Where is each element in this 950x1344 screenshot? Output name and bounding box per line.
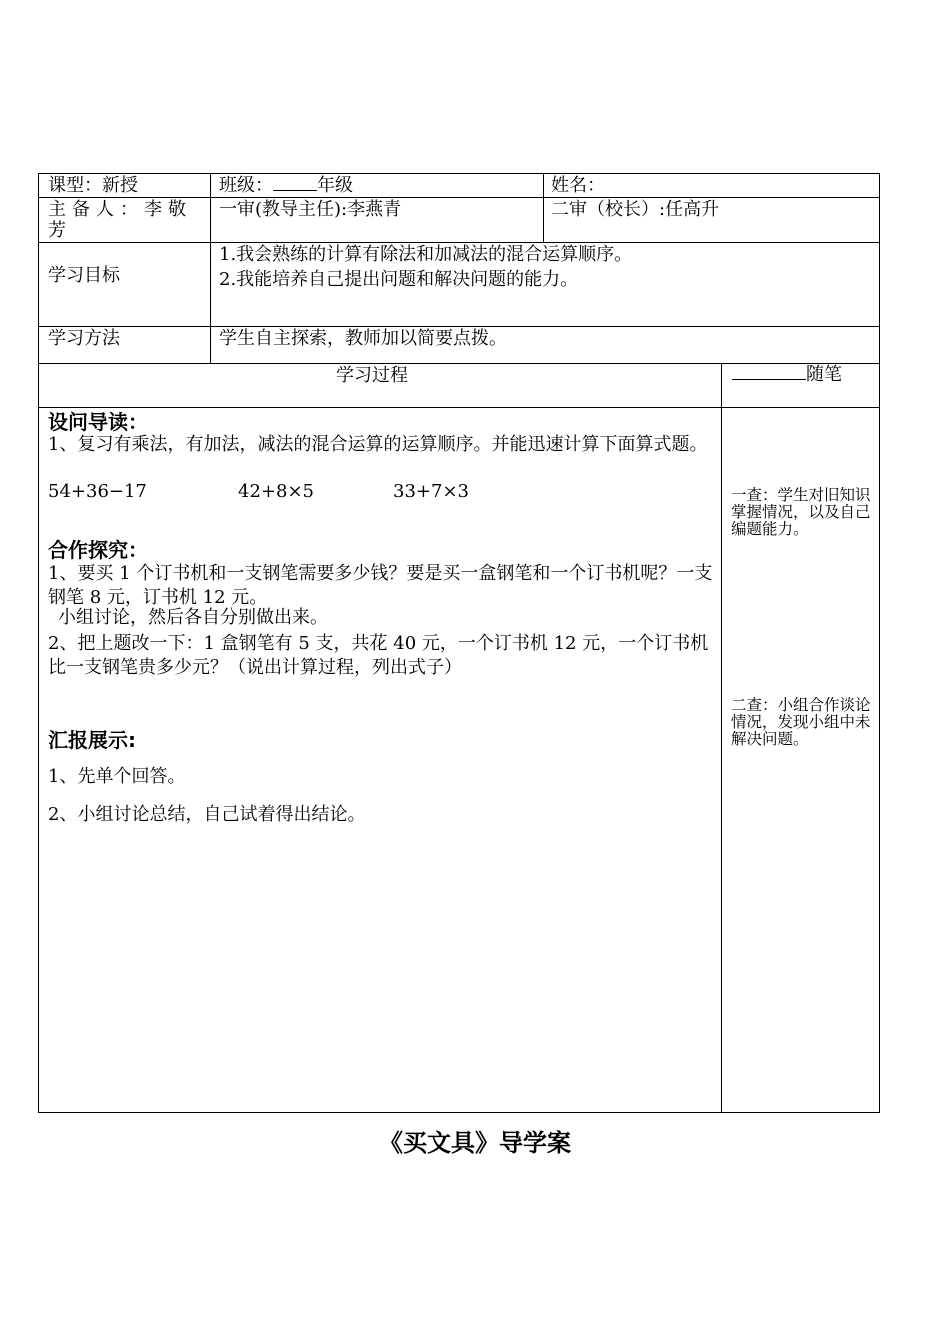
class-field xyxy=(219,175,353,197)
notes-blank xyxy=(732,364,806,380)
problem-2: 2、把上题改一下：1 盒钢笔有 5 支，共花 40 元，一个订书机 12 元，一个订书机比一支钢笔贵多少元？（说出计算过程，列出式子） xyxy=(48,633,709,678)
grade-suffix: 年级 xyxy=(317,175,353,196)
expression: 54+36−17 xyxy=(48,481,147,502)
row-divider xyxy=(38,407,880,408)
lesson-type: 课型：新授 xyxy=(48,175,138,196)
second-review: 二审（校长）:任高升 xyxy=(551,199,720,220)
expression: 33+7×3 xyxy=(393,481,469,502)
note-check-1: 一查：学生对旧知识掌握情况，以及自己编题能力。 xyxy=(731,486,871,538)
note-check-2: 二查：小组合作谈论情况，发现小组中未解决问题。 xyxy=(731,696,871,748)
row-divider xyxy=(38,197,880,198)
preparer: 主备人：李敬芳 xyxy=(48,199,192,241)
column-divider xyxy=(721,363,722,1113)
group-discussion: 小组讨论，然后各自分别做出来。 xyxy=(58,607,328,628)
grade-blank xyxy=(273,175,317,191)
notes-label: 随笔 xyxy=(806,364,842,385)
method-label: 学习方法 xyxy=(48,328,120,349)
report-item: 1、先单个回答。 xyxy=(48,766,186,787)
goal-item: 2.我能培养自己提出问题和解决问题的能力。 xyxy=(219,269,579,290)
expression: 42+8×5 xyxy=(238,481,314,502)
goals-label: 学习目标 xyxy=(48,265,120,286)
review-paragraph: 1、复习有乘法，有加法，减法的混合运算的运算顺序。并能迅速计算下面算式题。 xyxy=(48,434,708,455)
column-divider xyxy=(210,173,211,363)
first-review: 一审(教导主任):李燕青 xyxy=(219,199,402,220)
section-heading-cooperative: 合作探究： xyxy=(48,538,148,562)
class-label: 班级： xyxy=(219,175,273,196)
notes-header xyxy=(732,364,842,386)
section-heading-guided-reading: 设问导读： xyxy=(48,410,148,434)
row-divider xyxy=(38,326,880,327)
column-divider xyxy=(543,173,544,242)
section-heading-report: 汇报展示: xyxy=(48,728,136,752)
report-item: 2、小组讨论总结，自己试着得出结论。 xyxy=(48,804,366,825)
process-label: 学习过程 xyxy=(336,365,408,386)
method-text: 学生自主探索，教师加以简要点拨。 xyxy=(219,328,507,349)
goal-item: 1.我会熟练的计算有除法和加减法的混合运算顺序。 xyxy=(219,244,633,265)
row-divider xyxy=(38,242,880,243)
student-name-label: 姓名： xyxy=(551,175,605,196)
document-title: 《买文具》导学案 xyxy=(379,1129,571,1157)
problem-1: 1、要买 1 个订书机和一支钢笔需要多少钱？要是买一盒钢笔和一个订书机呢？一支钢笔 8 元，订书机 12 元。 xyxy=(48,563,713,608)
